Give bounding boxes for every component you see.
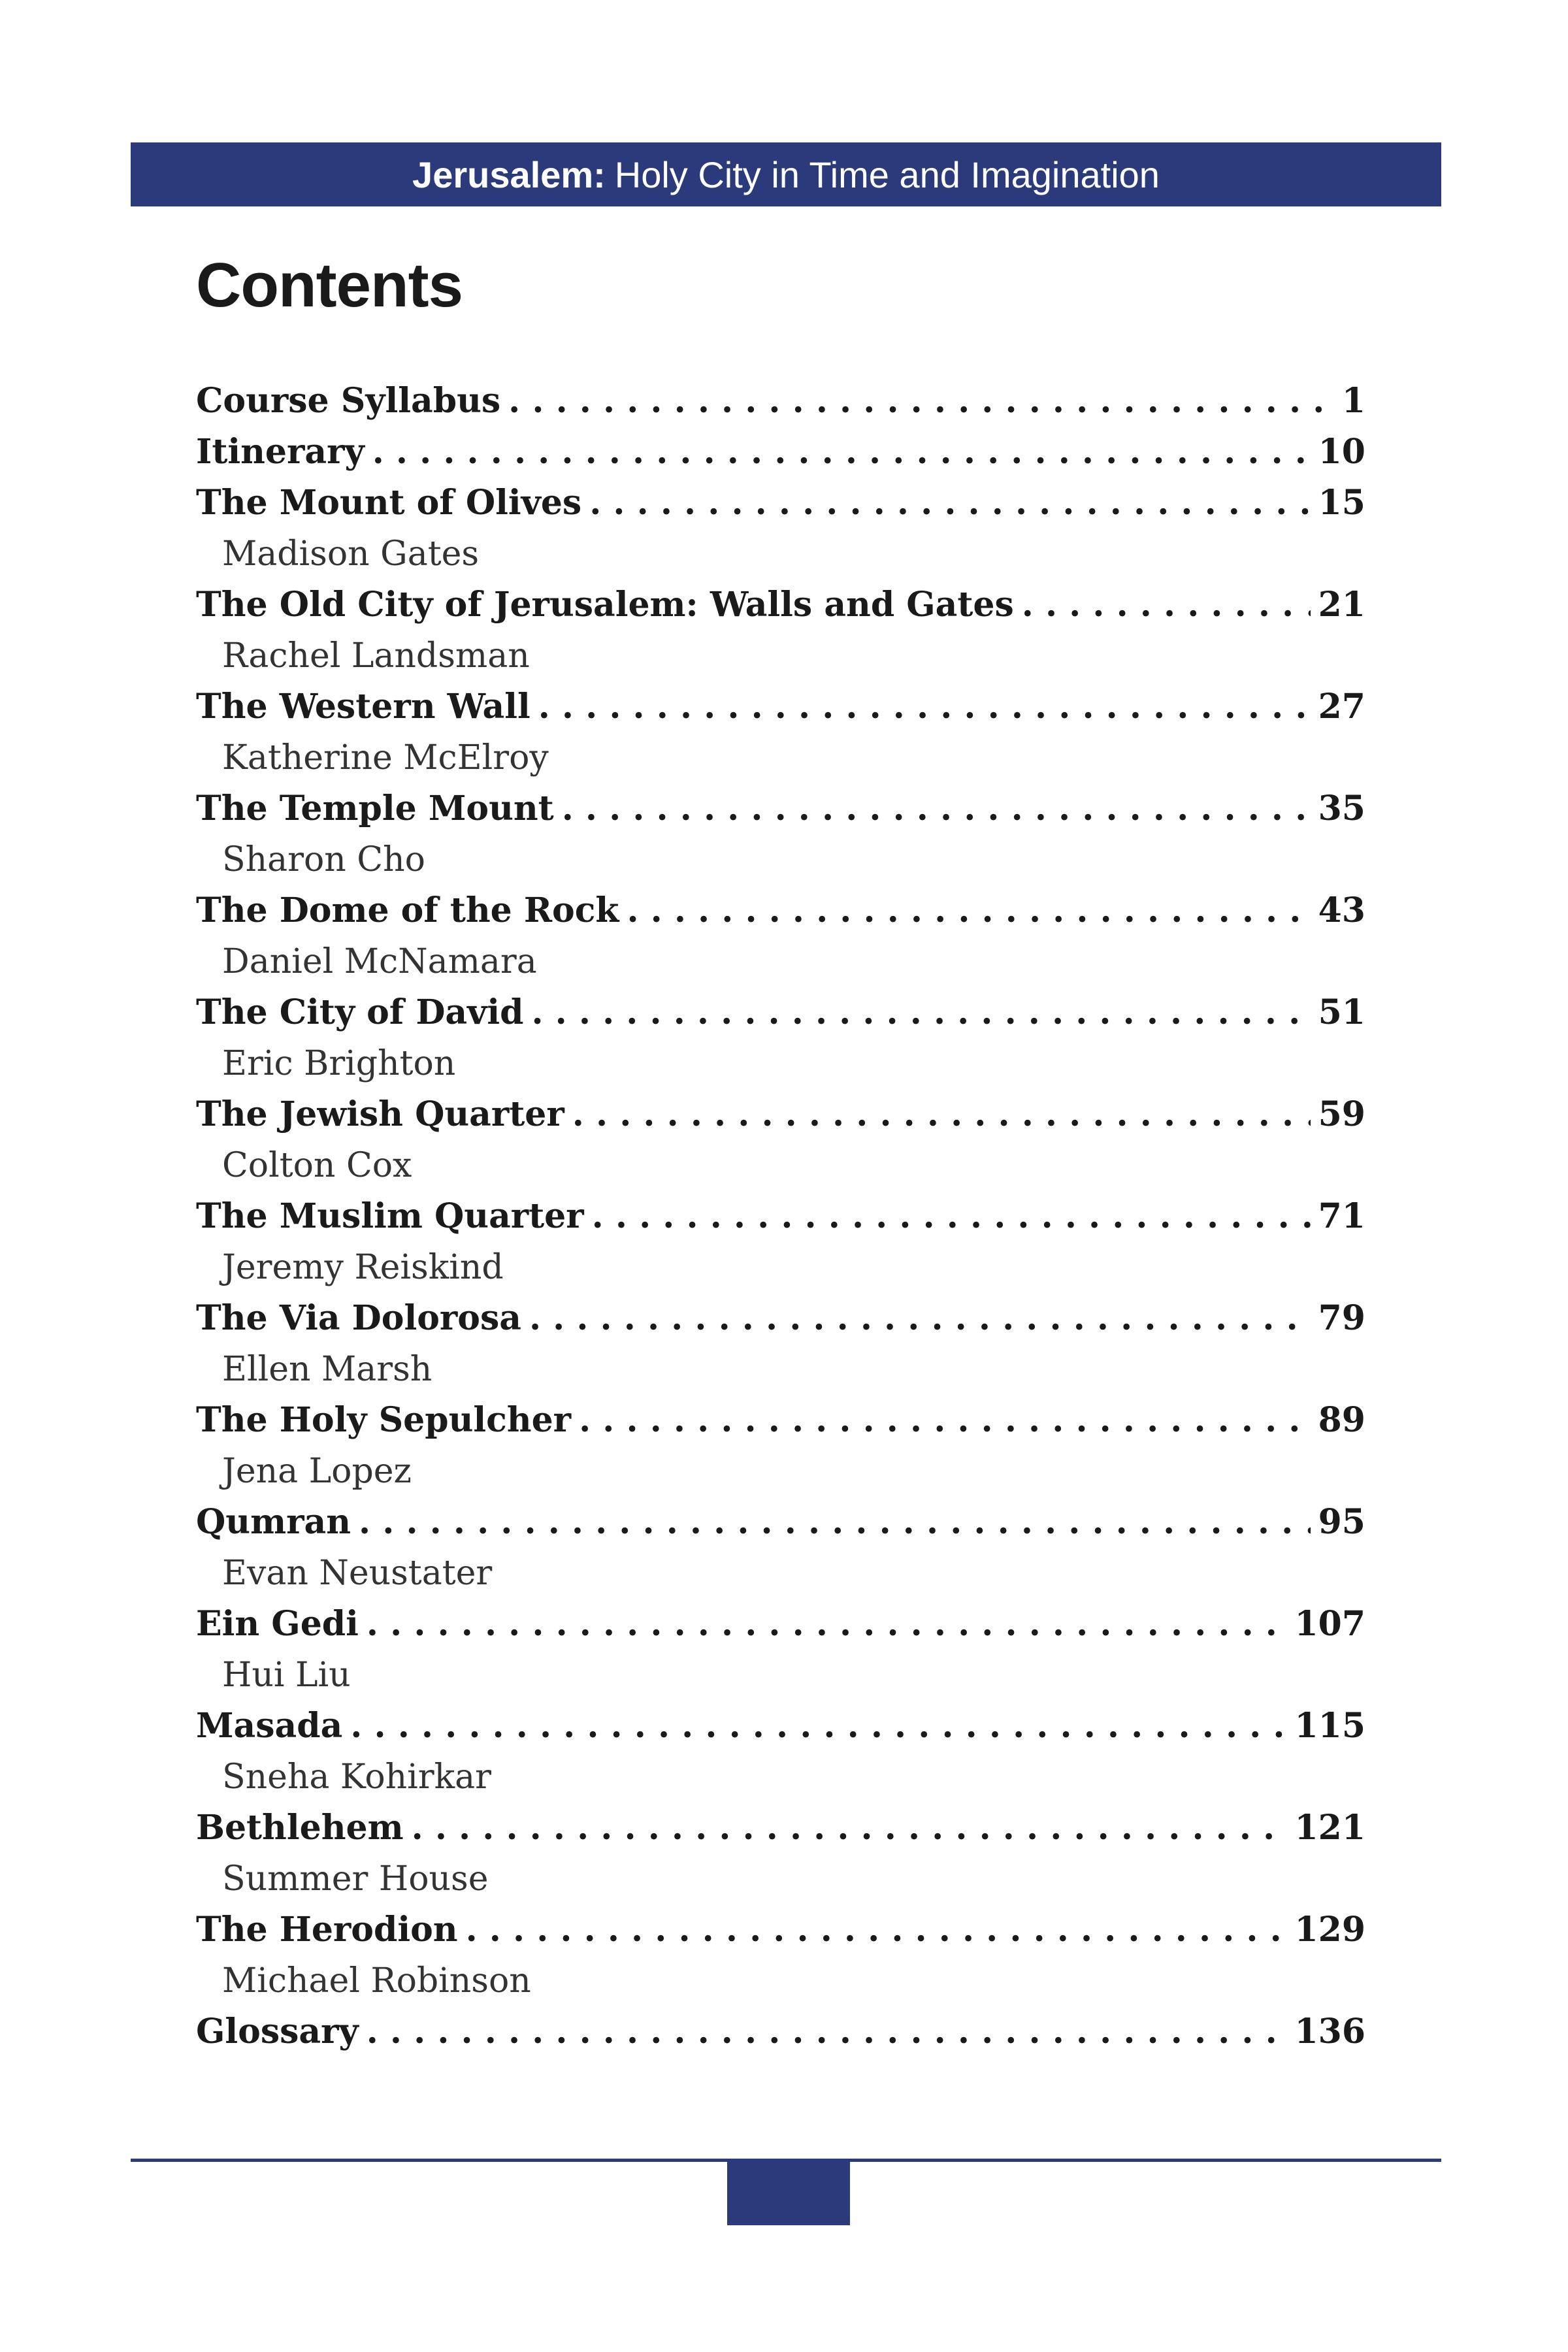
toc-title[interactable]: The Muslim Quarter bbox=[196, 1196, 584, 1236]
toc-line[interactable] bbox=[196, 1191, 1365, 1242]
toc-entry[interactable] bbox=[196, 1293, 1365, 1395]
toc-line[interactable] bbox=[196, 580, 1365, 630]
toc-entry[interactable] bbox=[196, 478, 1365, 580]
toc-line[interactable] bbox=[196, 783, 1365, 834]
header-title: Jerusalem: bbox=[412, 154, 606, 195]
toc-line[interactable] bbox=[196, 2006, 1365, 2057]
toc-leader-dots bbox=[1022, 580, 1311, 630]
toc-author: Madison Gates bbox=[222, 534, 480, 574]
toc-title[interactable]: The City of David bbox=[196, 992, 524, 1032]
toc-title[interactable]: Glossary bbox=[196, 2012, 359, 2051]
toc-entry[interactable] bbox=[196, 1089, 1365, 1191]
toc-author: Sharon Cho bbox=[222, 840, 425, 879]
toc-page-number[interactable]: 1 bbox=[1341, 381, 1365, 421]
toc-leader-dots bbox=[531, 987, 1310, 1038]
toc-page-number[interactable]: 10 bbox=[1318, 432, 1365, 472]
toc-entry[interactable] bbox=[196, 427, 1365, 478]
toc-title[interactable]: The Via Dolorosa bbox=[196, 1298, 521, 1338]
footer-page-tab bbox=[727, 2159, 850, 2225]
toc-entry[interactable] bbox=[196, 1599, 1365, 1701]
toc-page-number[interactable]: 43 bbox=[1318, 890, 1365, 930]
toc-leader-dots bbox=[627, 885, 1310, 936]
toc-page-number[interactable]: 115 bbox=[1294, 1706, 1365, 1746]
toc-entry[interactable] bbox=[196, 2006, 1365, 2057]
toc-leader-dots bbox=[592, 1191, 1311, 1242]
toc-line[interactable] bbox=[196, 1904, 1365, 1955]
page-title: Contents bbox=[196, 250, 463, 320]
toc-title[interactable]: Itinerary bbox=[196, 432, 365, 472]
toc-author: Daniel McNamara bbox=[222, 942, 537, 981]
toc-title[interactable]: Qumran bbox=[196, 1502, 351, 1542]
toc-entry[interactable] bbox=[196, 1497, 1365, 1599]
toc-entry[interactable] bbox=[196, 885, 1365, 987]
toc-page-number[interactable]: 136 bbox=[1294, 2012, 1365, 2051]
toc-author: Jena Lopez bbox=[222, 1452, 412, 1491]
toc-title[interactable]: The Jewish Quarter bbox=[196, 1094, 564, 1134]
toc-leader-dots bbox=[372, 427, 1311, 478]
toc-leader-dots bbox=[538, 681, 1311, 732]
toc-title[interactable]: The Holy Sepulcher bbox=[196, 1400, 572, 1440]
toc-entry[interactable] bbox=[196, 681, 1365, 783]
toc-author: Eric Brighton bbox=[222, 1044, 456, 1083]
toc-line[interactable] bbox=[196, 1395, 1365, 1446]
toc-line[interactable] bbox=[196, 1293, 1365, 1344]
toc-line[interactable] bbox=[196, 987, 1365, 1038]
toc-entry[interactable] bbox=[196, 580, 1365, 681]
toc-leader-dots bbox=[466, 1904, 1287, 1955]
toc-author: Ellen Marsh bbox=[222, 1350, 433, 1389]
toc-line[interactable] bbox=[196, 427, 1365, 478]
toc-page-number[interactable]: 79 bbox=[1318, 1298, 1365, 1338]
toc-entry[interactable] bbox=[196, 1701, 1365, 1803]
toc-line[interactable] bbox=[196, 1089, 1365, 1140]
toc-leader-dots bbox=[562, 783, 1311, 834]
toc-leader-dots bbox=[350, 1701, 1286, 1752]
toc-leader-dots bbox=[579, 1395, 1311, 1446]
toc-author: Michael Robinson bbox=[222, 1961, 531, 2001]
toc-page-number[interactable]: 51 bbox=[1318, 992, 1365, 1032]
toc-page-number[interactable]: 15 bbox=[1318, 483, 1365, 523]
toc-author: Sneha Kohirkar bbox=[222, 1757, 492, 1797]
toc-title[interactable]: The Herodion bbox=[196, 1910, 458, 1950]
toc-author: Katherine McElroy bbox=[222, 738, 549, 777]
toc-line[interactable] bbox=[196, 681, 1365, 732]
toc-title[interactable]: The Dome of the Rock bbox=[196, 890, 619, 930]
toc-author: Summer House bbox=[222, 1859, 489, 1899]
toc-page-number[interactable]: 27 bbox=[1318, 687, 1365, 727]
toc-title[interactable]: Bethlehem bbox=[196, 1808, 404, 1848]
toc-title[interactable]: The Old City of Jerusalem: Walls and Gates bbox=[196, 585, 1014, 625]
toc-page-number[interactable]: 21 bbox=[1318, 585, 1365, 625]
toc-author: Colton Cox bbox=[222, 1146, 412, 1185]
header-bar bbox=[131, 142, 1441, 206]
toc-title[interactable]: The Western Wall bbox=[196, 687, 531, 727]
table-of-contents bbox=[196, 376, 1365, 2057]
toc-line[interactable] bbox=[196, 1701, 1365, 1752]
toc-line[interactable] bbox=[196, 1803, 1365, 1854]
toc-entry[interactable] bbox=[196, 987, 1365, 1089]
toc-line[interactable] bbox=[196, 1599, 1365, 1650]
toc-author: Jeremy Reiskind bbox=[222, 1248, 504, 1287]
toc-leader-dots bbox=[359, 1497, 1311, 1548]
toc-line[interactable] bbox=[196, 885, 1365, 936]
toc-title[interactable]: Ein Gedi bbox=[196, 1604, 359, 1644]
toc-line[interactable] bbox=[196, 478, 1365, 529]
toc-line[interactable] bbox=[196, 1497, 1365, 1548]
toc-leader-dots bbox=[529, 1293, 1311, 1344]
toc-page-number[interactable]: 95 bbox=[1318, 1502, 1365, 1542]
toc-author: Rachel Landsman bbox=[222, 636, 530, 676]
toc-title[interactable]: The Temple Mount bbox=[196, 789, 554, 828]
toc-author: Hui Liu bbox=[222, 1656, 351, 1695]
toc-entry[interactable] bbox=[196, 783, 1365, 885]
toc-page-number[interactable]: 129 bbox=[1294, 1910, 1365, 1950]
toc-title[interactable]: The Mount of Olives bbox=[196, 483, 582, 523]
toc-page-number[interactable]: 121 bbox=[1294, 1808, 1365, 1848]
toc-entry[interactable] bbox=[196, 376, 1365, 427]
toc-entry[interactable] bbox=[196, 1191, 1365, 1293]
toc-leader-dots bbox=[367, 1599, 1287, 1650]
toc-page-number[interactable]: 107 bbox=[1294, 1604, 1365, 1644]
toc-entry[interactable] bbox=[196, 1395, 1365, 1497]
toc-entry[interactable] bbox=[196, 1904, 1365, 2006]
toc-page-number[interactable]: 59 bbox=[1318, 1094, 1365, 1134]
toc-leader-dots bbox=[367, 2006, 1287, 2057]
toc-page-number[interactable]: 89 bbox=[1318, 1400, 1365, 1440]
toc-author: Evan Neustater bbox=[222, 1554, 493, 1593]
toc-leader-dots bbox=[572, 1089, 1311, 1140]
toc-entry[interactable] bbox=[196, 1803, 1365, 1904]
toc-leader-dots bbox=[508, 376, 1331, 427]
toc-leader-dots bbox=[412, 1803, 1287, 1854]
toc-leader-dots bbox=[589, 478, 1310, 529]
toc-line[interactable] bbox=[196, 376, 1365, 427]
toc-title[interactable]: Masada bbox=[196, 1706, 343, 1746]
toc-title[interactable]: Course Syllabus bbox=[196, 381, 501, 421]
header-subtitle: Holy City in Time and Imagination bbox=[614, 154, 1160, 195]
toc-page-number[interactable]: 71 bbox=[1318, 1196, 1365, 1236]
toc-page-number[interactable]: 35 bbox=[1318, 789, 1365, 828]
